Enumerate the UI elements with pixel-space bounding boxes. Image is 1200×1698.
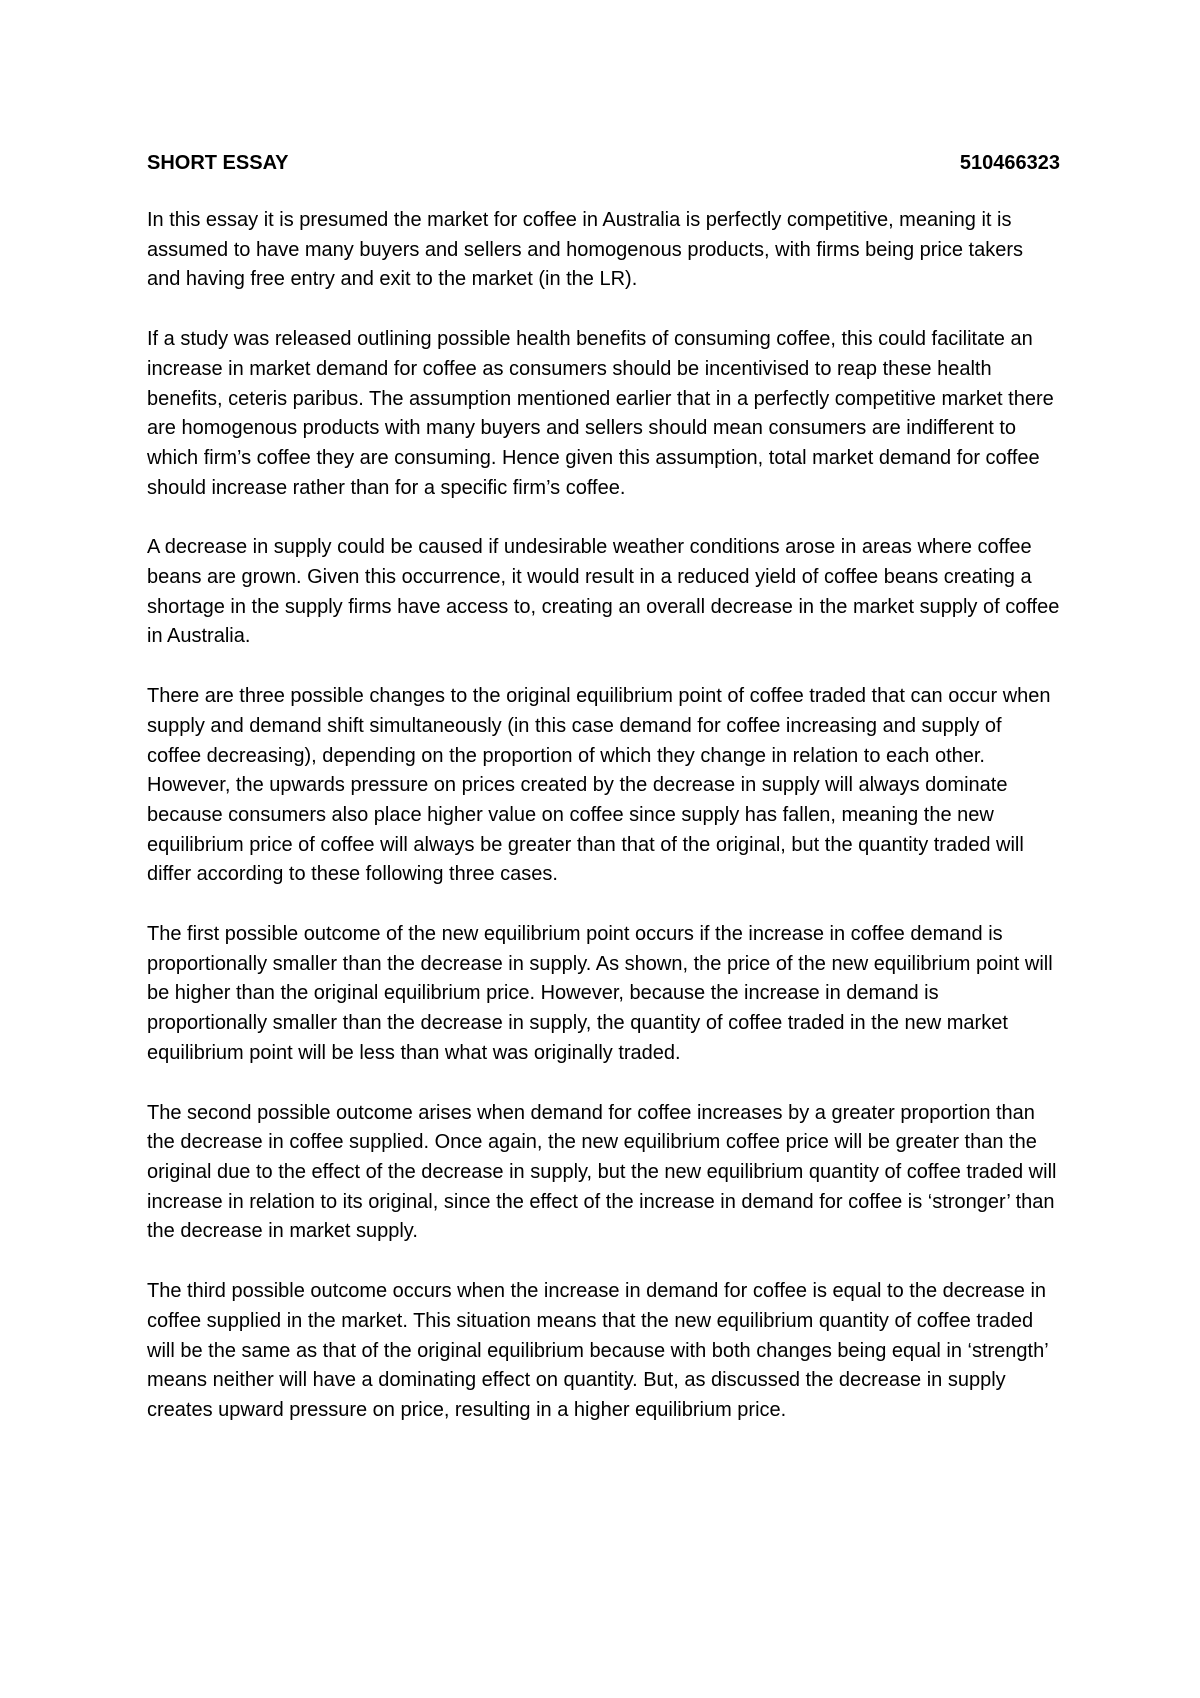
student-id: 510466323	[959, 152, 1060, 174]
paragraph-demand: If a study was released outlining possible health benefits of consuming coffee, this could facilitate an increase in market demand for coffee as consumers should be incentivised to reap these health benefits, ceteris paribus. The assumption mentioned earlier that in a perfectly competitive market there are homogenous products with many buyers and sellers should mean consumers are indifferent to which firm’s coffee they are consuming. Hence given this assumption, total market demand for coffee should increase rather than for a specific firm’s coffee.	[147, 328, 1054, 499]
paragraph-equilibrium: There are three possible changes to the original equilibrium point of coffee traded that can occur when supply and demand shift simultaneously (in this case demand for coffee increasing and supply of coffee decreasing), depending on the proportion of which they change in relation to each other. However, the upwards pressure on prices created by the decrease in supply will always dominate because consumers also place higher value on coffee since supply has fallen, meaning the new equilibrium price of coffee will always be greater than that of the original, but the quantity traded will differ according to these following three cases.	[147, 685, 1051, 886]
paragraph-intro: In this essay it is presumed the market for coffee in Australia is perfectly competitive, meaning it is assumed to have many buyers and sellers and homogenous products, with firms being price takers and having free entry and exit to the market (in the LR).	[147, 209, 1024, 291]
essay-title: SHORT ESSAY	[147, 152, 289, 174]
paragraph-outcome-1: The first possible outcome of the new equilibrium point occurs if the increase in coffee demand is proportionally smaller than the decrease in supply. As shown, the price of the new equilibrium point will be higher than the original equilibrium price. However, because the increase in demand is proportionally smaller than the decrease in supply, the quantity of coffee traded in the new market equilibrium point will be less than what was originally traded.	[147, 923, 1053, 1064]
paragraph-supply: A decrease in supply could be caused if undesirable weather conditions arose in areas where coffee beans are grown. Given this occurrence, it would result in a reduced yield of coffee beans creating a shortage in the supply firms have access to, creating an overall decrease in the market supply of coffee in Australia.	[147, 536, 1060, 648]
essay-header	[147, 148, 1060, 178]
paragraph-outcome-2: The second possible outcome arises when demand for coffee increases by a greater proportion than the decrease in coffee supplied. Once again, the new equilibrium coffee price will be greater than the original due to the effect of the decrease in supply, but the new equilibrium quantity of coffee traded will increase in relation to its original, since the effect of the increase in demand for coffee is ‘stronger’ than the decrease in market supply.	[147, 1101, 1057, 1243]
document-body	[147, 148, 1060, 1456]
paragraph-outcome-3: The third possible outcome occurs when the increase in demand for coffee is equal to the decrease in coffee supplied in the market. This situation means that the new equilibrium quantity of coffee traded will be the same as that of the original equilibrium because with both changes being equal in ‘strength’ means neither will have a dominating effect on quantity. But, as discussed the decrease in supply creates upward pressure on price, resulting in a higher equilibrium price.	[147, 1280, 1048, 1421]
